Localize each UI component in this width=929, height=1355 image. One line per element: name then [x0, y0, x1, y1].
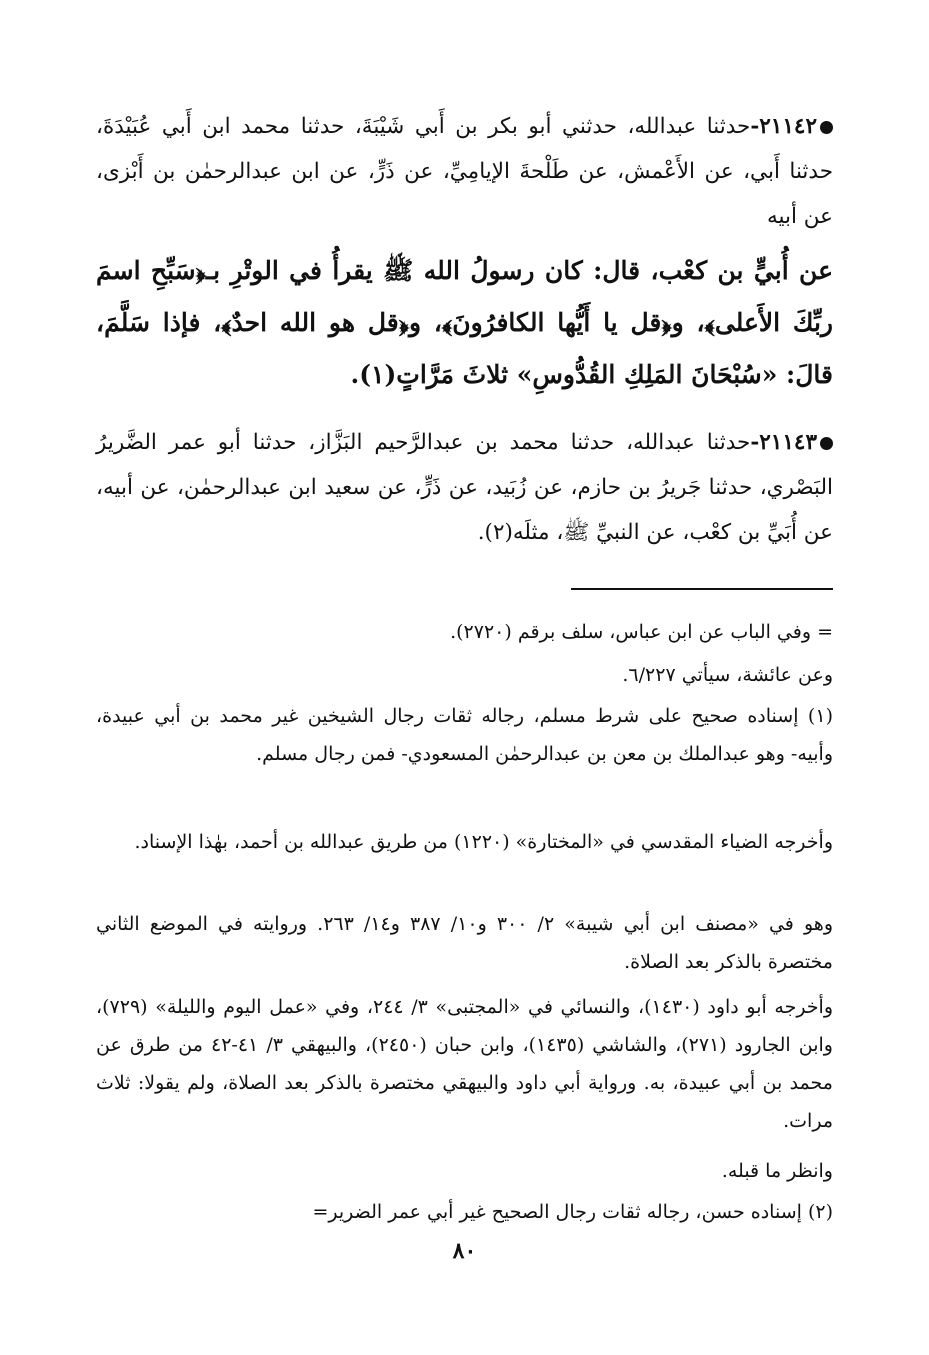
hadith-21142-matn: عن أُبيٍّ بن كعْب، قال: كان رسولُ الله ﷺ يقرأُ في الوتْرِ بـ﴿سَبِّحِ اسمَ ربِّكَ الأَعلى﴾، و﴿قل يا أَيُّها الكافرُونَ﴾، و﴿قل هو الله احدٌ﴾، فإذا سَلَّمَ، قالَ: «سُبْحَانَ المَلِكِ القُدُّوسِ» ثلاثَ مَرَّاتٍ(١).: [96, 256, 833, 389]
hadith-marker-icon: [820, 121, 833, 134]
page: [96, 0, 833, 1355]
hadith-number: ٢١١٤٢-: [750, 114, 817, 139]
footnote-1-paragraph-4: وأخرجه أبو داود (١٤٣٠)، والنسائي في «المجتبى» ٣/ ٢٤٤، وفي «عمل اليوم والليلة» (٧٢٩)، وابن الجارود (٢٧١)، والشاشي (١٤٣٥)، وابن حبان (٢٤٥٠)، والبيهقي ٣/ ٤١-٤٢ من طرق عن محمد بن أبي عبيدة، به. ورواية أبي داود والبيهقي مختصرة بالذكر بعد الصلاة، ولم يقولا: ثلاث مرات.: [96, 996, 834, 1132]
footnote-1-paragraph-3: وهو في «مصنف ابن أبي شيبة» ٢/ ٣٠٠ و١٠/ ٣٨٧ و١٤/ ٢٦٣. وروايته في الموضع الثاني مختصرة بالذكر بعد الصلاة.: [96, 913, 833, 973]
hadith-marker-icon: [820, 437, 833, 450]
isnad-text: حدثنا عبدالله، حدثني أبو بكر بن أَبي شَيْبَةَ، حدثنا محمد ابن أَبي عُبَيْدَةَ، حدثنا أَبي، عن الأَعْمش، عن طَلْحةَ الإيامِيِّ، عن ذَرٍّ، عن ابن عبدالرحمٰن بن أَبْزى، عن أبيه: [96, 114, 833, 229]
footnote-1-paragraph-5: وانظر ما قبله.: [721, 1160, 833, 1182]
footnote-1-paragraph-1: (١) إسناده صحيح على شرط مسلم، رجاله ثقات رجال الشيخين غير محمد بن أبي عبيدة، وأبيه- وهو عبدالملك بن معن بن عبدالرحمٰن المسعودي- فمن رجال مسلم.: [96, 705, 833, 765]
hadith-21142-isnad: [96, 104, 833, 239]
hadith-text: حدثنا عبدالله، حدثنا محمد بن عبدالرَّحيم البَزَّاز، حدثنا أبو عمر الضَّريرُ البَصْري، حدثنا جَريرُ بن حازم، عن زُبَيد، عن ذَرٍّ، عن سعيد ابن عبدالرحمٰن، عن أبيه، عن أُبَيِّ بن كعْب، عن النبيِّ ﷺ، مثلَه(٢).: [96, 430, 833, 545]
footnote-separator: [571, 588, 833, 590]
footnote-1-paragraph-2: وأخرجه الضياء المقدسي في «المختارة» (١٢٢٠) من طريق عبدالله بن أحمد، بهٰذا الإسناد.: [134, 831, 833, 853]
footnote-2-paragraph-1: (٢) إسناده حسن، رجاله ثقات رجال الصحيح غير أبي عمر الضرير=: [312, 1201, 833, 1223]
footnote-continuation-2: وعن عائشة، سيأتي ٦/٢٢٧.: [622, 664, 833, 686]
page-number: ٨٠: [452, 1238, 477, 1264]
hadith-number: ٢١١٤٣-: [750, 430, 817, 455]
hadith-21143: [96, 420, 833, 555]
footnote-continuation-1: = وفي الباب عن ابن عباس، سلف برقم (٢٧٢٠).: [450, 621, 833, 643]
